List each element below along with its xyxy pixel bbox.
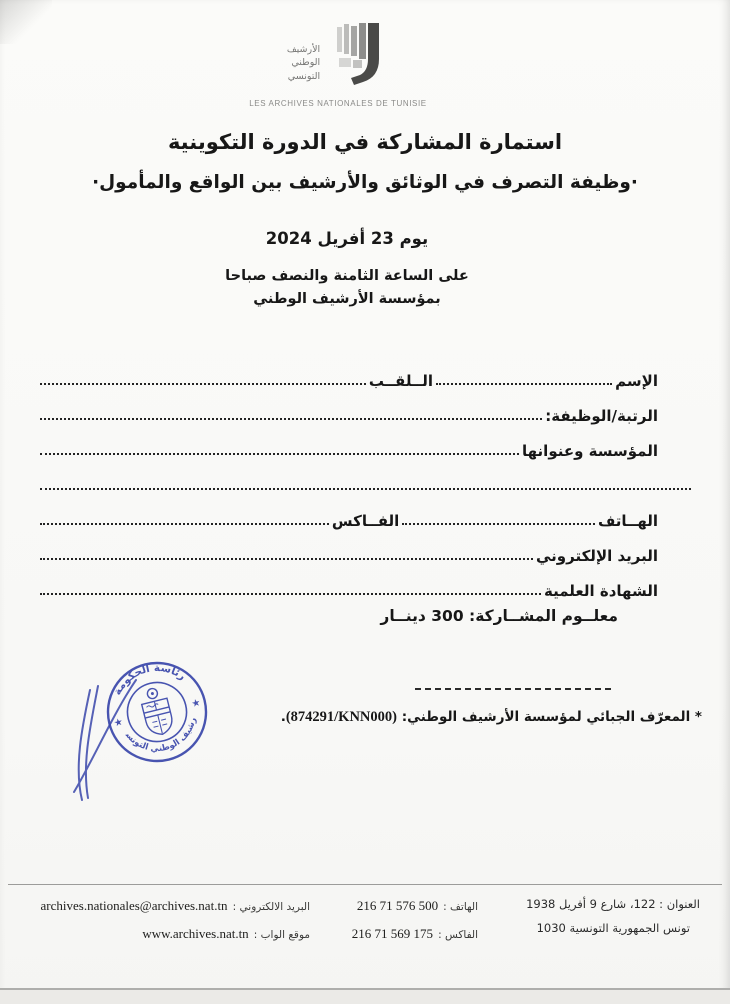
footer-website-label: موقع الواب : — [253, 929, 310, 941]
fax-label: الفــاكس — [331, 512, 400, 530]
session-venue: بمؤسسة الأرشيف الوطني — [253, 291, 441, 307]
footer-address-line2 — [490, 916, 700, 940]
stamp-star-right-icon: ★ — [190, 697, 202, 711]
degree-row — [33, 566, 700, 601]
participation-fee: معلــوم المشــاركة: 300 دينــار — [380, 607, 618, 625]
fax-dotted-line — [40, 523, 329, 525]
rank-label: الرتبة/الوظيفة: — [545, 407, 658, 425]
footer-phone-fax — [312, 892, 478, 948]
footer-website-row — [14, 920, 310, 948]
logo-arabic-line: التونسي — [287, 71, 321, 83]
email-row — [33, 531, 700, 566]
footer-website-value: www.archives.nat.tn — [142, 926, 249, 941]
institution-dotted-line — [40, 453, 519, 455]
footer-address-line1: العنوان : 122، شارع 9 أفريل 1938 — [526, 897, 700, 911]
tax-id-label: * المعرّف الجبائي لمؤسسة الأرشيف الوطني: — [401, 709, 702, 725]
scan-bottom-edge — [0, 988, 730, 1004]
logo-arabic-line: الأرشيف — [286, 43, 321, 55]
footer-phone-row — [312, 892, 478, 920]
phone-fax-row — [33, 496, 700, 531]
stamp-top-text: رئاسة الحكومة — [111, 662, 188, 698]
surname-dotted-line — [40, 383, 366, 385]
footer-postal-code: 1030 — [536, 921, 566, 935]
degree-label: الشهادة العلمية — [544, 582, 658, 600]
rank-dotted-line — [40, 418, 542, 420]
footer-city: تونس الجمهورية التونسية — [569, 921, 690, 935]
name-surname-row — [33, 356, 700, 391]
institution-label: المؤسسة وعنوانها — [522, 442, 658, 460]
institution-continuation-row — [33, 461, 700, 496]
footer-email-label: البريد الالكتروني : — [232, 901, 310, 913]
session-time: على الساعة الثامنة والنصف صباحا — [225, 268, 469, 284]
logo-caption: LES ARCHIVES NATIONALES DE TUNISIE — [249, 99, 427, 108]
form-fields — [33, 356, 700, 601]
phone-dotted-line — [402, 523, 595, 525]
footer-email-value: archives.nationales@archives.nat.tn — [40, 898, 228, 913]
tax-id-period: . — [280, 709, 286, 725]
surname-label: الــلقــب — [368, 372, 433, 390]
logo-arabic-line: الوطني — [291, 57, 321, 69]
archives-logo-icon — [327, 22, 389, 94]
institution-row — [33, 426, 700, 461]
footer-separator — [8, 884, 722, 885]
stamp-seal-icon — [97, 652, 216, 772]
session-date: يوم 23 أفريل 2024 — [265, 229, 429, 248]
stamp-star-left-icon: ★ — [112, 716, 125, 730]
footer-fax-value: 216 71 569 175 — [351, 926, 434, 941]
continuation-dotted-line — [40, 488, 691, 490]
archives-logo-block — [0, 22, 703, 108]
phone-label: الهــاتف — [597, 512, 658, 530]
name-dotted-line — [436, 383, 612, 385]
stamp-bottom-text: الأرشيف الوطني التونسي — [123, 704, 199, 755]
footer-email-row — [14, 892, 310, 920]
logo-arabic-text — [287, 43, 320, 94]
footer-contact-web — [14, 892, 310, 948]
degree-dotted-line — [40, 593, 541, 595]
tax-id-value: (874291/KNN000) — [285, 709, 397, 725]
tax-id-note — [281, 709, 702, 726]
stamp-emblem-icon — [139, 686, 176, 738]
rank-row — [33, 391, 700, 426]
official-stamp — [52, 642, 242, 817]
page-title: استمارة المشاركة في الدورة التكوينية — [167, 130, 563, 154]
footer-fax-label: الفاكس : — [438, 929, 478, 941]
footer-fax-row — [312, 920, 478, 948]
footer-phone-value: 216 71 576 500 — [356, 898, 439, 913]
signature-dashed-line — [415, 688, 611, 690]
footer-address — [490, 892, 700, 940]
email-label: البريد الإلكتروني — [536, 547, 658, 565]
page-subtitle: ·وظيفة التصرف في الوثائق والأرشيف بين الواقع والمأمول· — [92, 172, 638, 193]
footer-phone-label: الهاتف : — [443, 901, 478, 913]
email-dotted-line — [40, 558, 533, 560]
name-label: الإسم — [615, 372, 658, 390]
